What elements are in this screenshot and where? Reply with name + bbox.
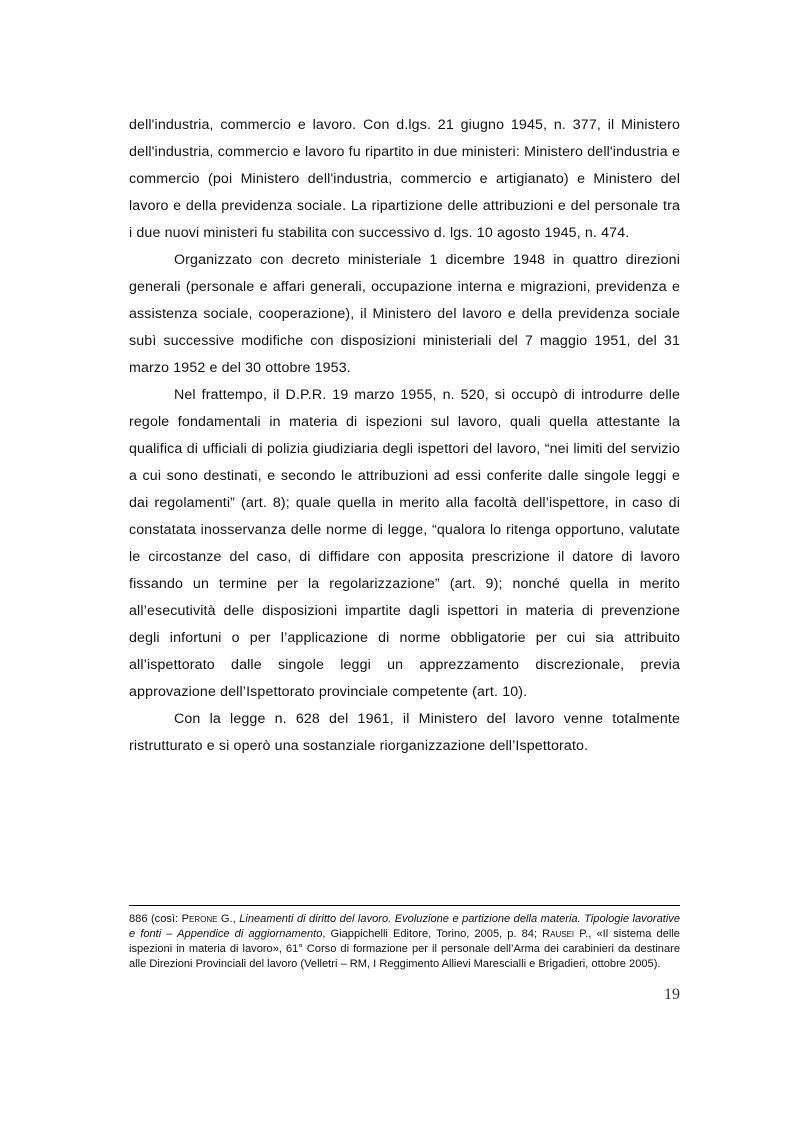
paragraph-4: Con la legge n. 628 del 1961, il Ministero del lavoro venne totalmente ristrutturato e si operò una sostanziale riorganizzazione dell’Ispettorato. (129, 711, 680, 754)
footnote-title-1: Lineamenti di diritto del lavoro. Evoluzione e partizione della materia. Tipologie lavorative e fonti – Appendice di aggiornamento (129, 913, 681, 940)
paragraph-2: Organizzato con decreto ministeriale 1 dicembre 1948 in quattro direzioni generali (personale e affari generali, occupazione interna e migrazioni, previdenza e assistenza sociale, cooperazione), il Ministero del lavoro e della previdenza sociale subì successive modifiche con disposizioni ministeriali del 7 maggio 1951, del 31 marzo 1952 e del 30 ottobre 1953. (129, 252, 680, 376)
footnote-prefix: 886 (così: (129, 913, 182, 925)
footnote-separator (129, 905, 680, 906)
body-text (129, 112, 680, 760)
paragraph-1: dell'industria, commercio e lavoro. Con d.lgs. 21 giugno 1945, n. 377, il Ministero dell'industria, commercio e lavoro fu ripartito in due ministeri: Ministero dell'industria e commercio (poi Ministero dell'industria, commercio e artigianato) e Ministero del lavoro e della previdenza sociale. La ripartizione delle attribuzioni e del personale tra i due nuovi ministeri fu stabilita con successivo d. lgs. 10 agosto 1945, n. 474. (129, 117, 680, 241)
footnote-author-1: Perone G. (181, 913, 233, 925)
footnote-author-2: Rausei P. (542, 928, 589, 940)
paragraph-3: Nel frattempo, il D.P.R. 19 marzo 1955, n. 520, si occupò di introdurre delle regole fondamentali in materia di ispezioni sul lavoro, quali quella attestante la qualifica di ufficiali di polizia giudiziaria degli ispettori del lavoro, “nei limiti del servizio a cui sono destinati, e secondo le attribuzioni ad essi conferite dalle singole leggi e dai regolamenti” (art. 8); quale quella in merito alla facoltà dell’ispettore, in caso di constatata inosservanza delle norme di legge, “qualora lo ritenga opportuno, valutate le circostanze del caso, di diffidare con apposita prescrizione il datore di lavoro fissando un termine per la regolarizzazione” (art. 9); nonché quella in merito all’esecutività delle disposizioni impartite dagli ispettori in materia di prevenzione degli infortuni o per l’applicazione di norme obbligatorie per cui sia attribuito all’ispettorato dalle singole leggi un apprezzamento discrezionale, previa approvazione dell’Ispettorato provinciale competente (art. 10). (129, 387, 680, 700)
page-number: 19 (664, 986, 680, 1003)
footnote-sep-1: , (232, 913, 240, 925)
footnote-rest-1: , Giappichelli Editore, Torino, 2005, p. 84; (322, 928, 543, 940)
footnote (129, 912, 680, 972)
footnote-rest-2: , «Il sistema delle ispezioni in materia di lavoro», 61° Corso di formazione per il personale dell’Arma dei carabinieri da destinare alle Direzioni Provinciali del lavoro (Velletri – RM, I Reggimento Allievi Marescialli e Brigadieri, ottobre 2005). (129, 928, 680, 970)
